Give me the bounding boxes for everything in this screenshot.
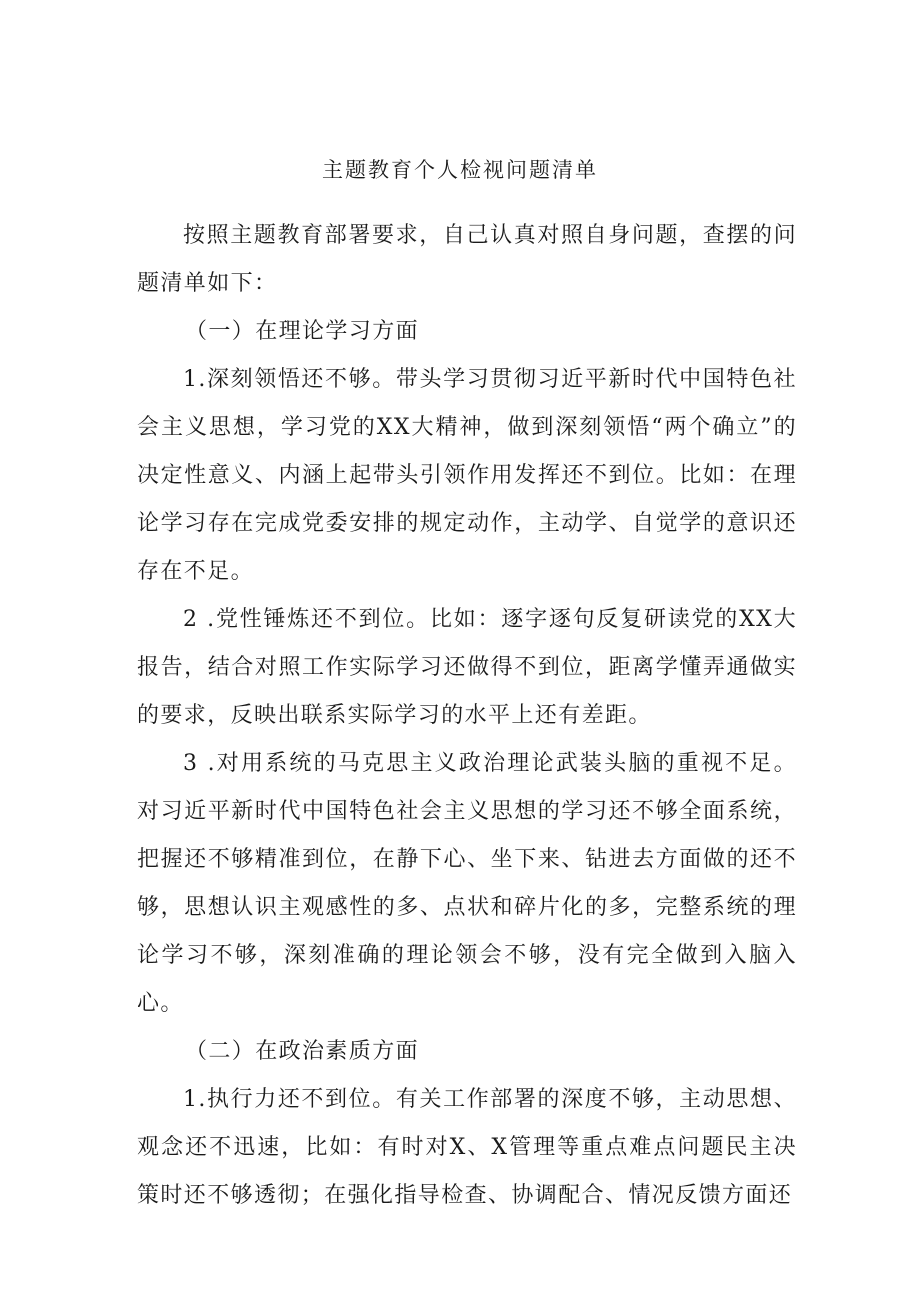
section2-item-1: 1.执行力还不到位。有关工作部署的深度不够，主动思想、观念还不迅速，比如：有时对X、X管理等重点难点问题民主决策时还不够透彻；在强化指导检查、协调配合、情况反馈方面还 (137, 1087, 797, 1208)
section1-item-2: 2 .党性锤炼还不到位。比如：逐字逐句反复研读党的XX大报告，结合对照工作实际学习还做得不到位，距离学懂弄通做实的要求，反映出联系实际学习的水平上还有差距。 (137, 607, 797, 728)
section-heading-political-quality: （二）在政治素质方面 (185, 1039, 420, 1064)
section1-item-1: 1.深刻领悟还不够。带头学习贯彻习近平新时代中国特色社会主义思想，学习党的XX大精神，做到深刻领悟“两个确立”的决定性意义、内涵上起带头引领作用发挥还不到位。比如：在理论学习存在完成党委安排的规定动作，主动学、自觉学的意识还存在不足。 (137, 367, 797, 584)
section-heading-theory-study: （一）在理论学习方面 (185, 319, 420, 344)
section1-item-3: 3 .对用系统的马克思主义政治理论武装头脑的重视不足。对习近平新时代中国特色社会主义思想的学习还不够全面系统，把握还不够精准到位，在静下心、坐下来、钻进去方面做的还不够，思想认识主观感性的多、点状和碎片化的多，完整系统的理论学习不够，深刻准确的理论领会不够，没有完全做到入脑入心。 (137, 751, 797, 1016)
document-title: 主题教育个人检视问题清单 (322, 158, 598, 182)
intro-paragraph: 按照主题教育部署要求，自己认真对照自身问题，查摆的问题清单如下： (137, 223, 797, 296)
document-body (137, 212, 797, 1220)
